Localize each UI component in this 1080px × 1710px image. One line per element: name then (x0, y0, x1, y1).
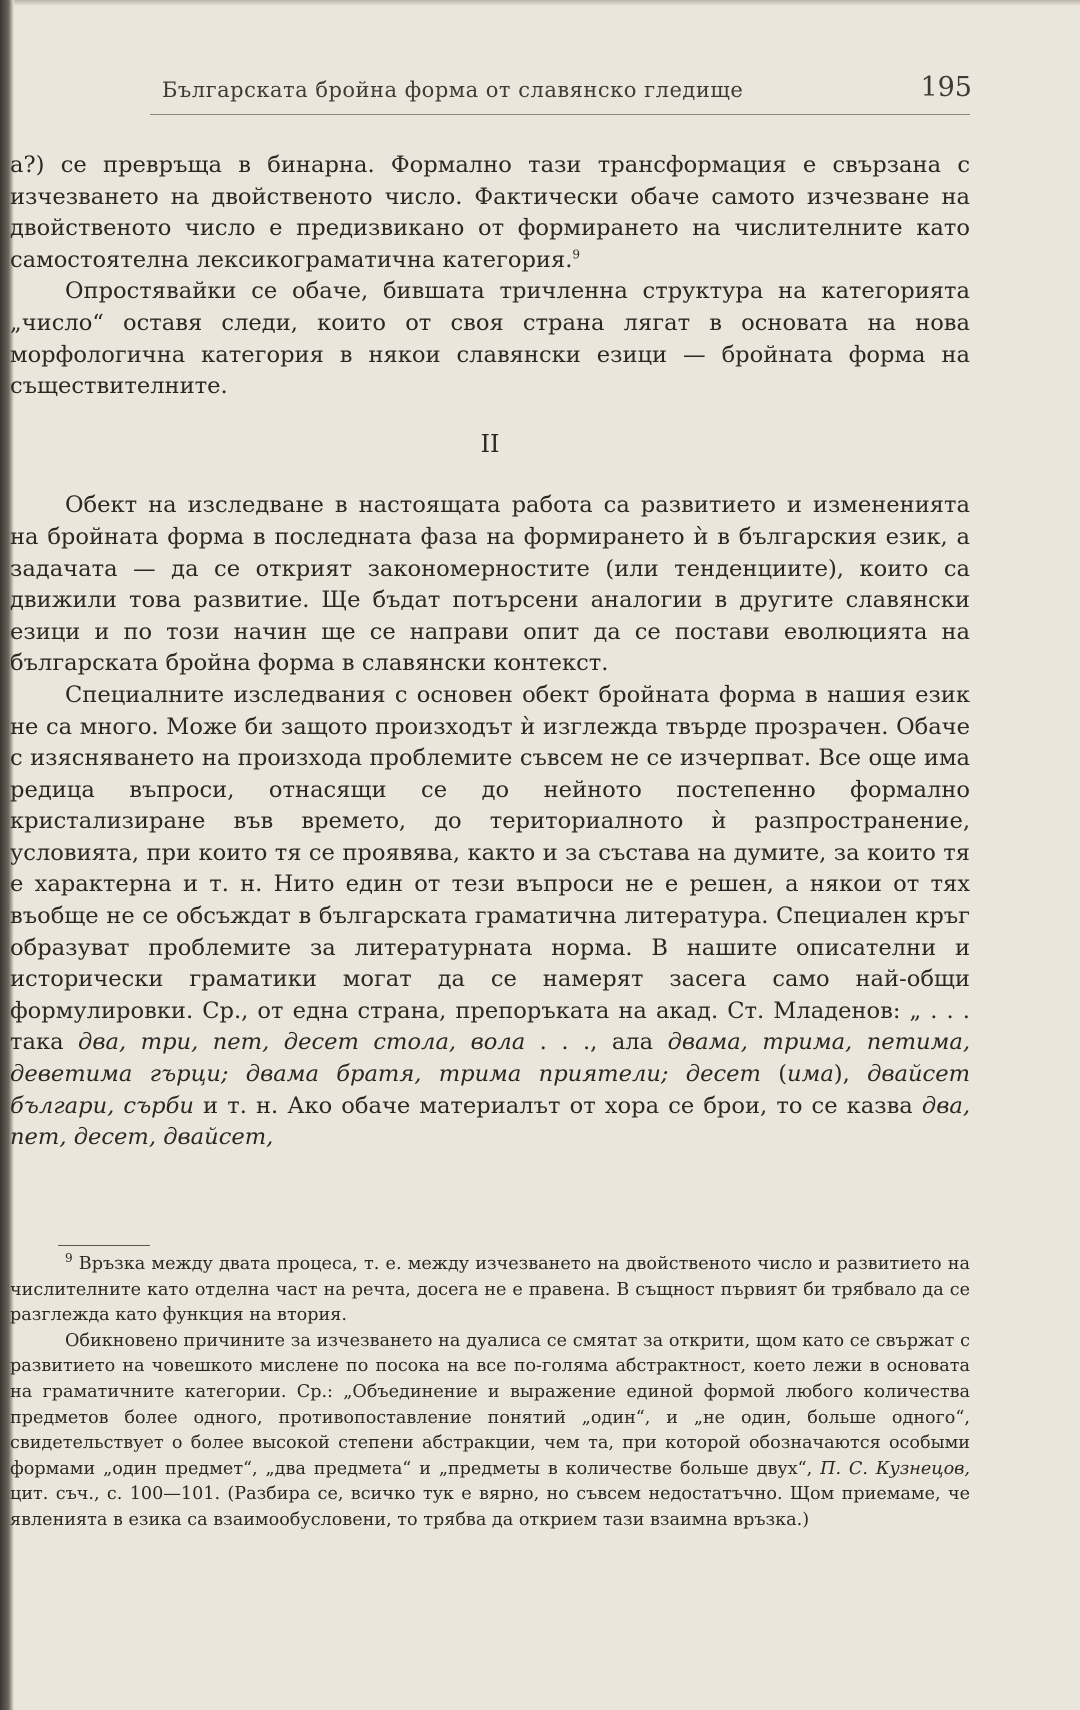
footnote-9-continued: Обикновено причините за изчезването на дуалиса се смятат за открити, щом като се свържат с развитието на човешкото мислене по посока на все по-голяма абстрактност, което лежи в основата на граматичните категории. Ср.: „Объединение и выражение единой формой любого количества предметов более одного, противопоставление понятий „один“, и „не один, больше одного“, свидетельствует о более высокой степени абстракции, чем та, при которой обозначаются особыми формами „один предмет“, „два предмета“ и „предметы в количестве больше двух“, П. С. Кузнецов, цит. съч., с. 100—101. (Разбира се, всичко тук е вярно, но съвсем недостатъчно. Щом приемаме, че явленията в езика са взаимообусловени, то трябва да открием тази взаимна връзка.) (10, 1330, 971, 1530)
example-italic-2: двама, трима, петима, деветима гърци; двама братя, трима приятели; десет (10, 1029, 970, 1088)
example-italic-5: два, пет, десет, двайсет, (10, 1092, 970, 1151)
footnotes (10, 1252, 970, 1534)
footnote-9: $^9$ Връзка между двата процеса, т. е. между изчезването на двойственото число и развитието на числителните като отделна част на речта, досега не е правена. В същност първият би трябвало да се разглежда като функция на втория. (10, 1251, 970, 1326)
paragraph-2: Опростявайки се обаче, бившата тричленна структура на категорията „число“ оставя следи, които от своя страна лягат в основата на нова морфологична категория в някои славянски езици — бройната форма на съществителните. (10, 278, 970, 400)
page-number: 195 (920, 72, 972, 103)
cited-author: П. С. Кузнецов, (820, 1458, 971, 1479)
paragraph-3: Обект на изследване в настоящата работа са развитието и измененията на бройната форма в последната фаза на формирането ѝ в българския език, а задачата — да се открият закономерностите (или тенденциите), които са движили това развитие. Ще бъдат потърсени аналогии в другите славянски езици и по този начин ще се направи опит да се постави еволюцията на българската бройна форма в славянски контекст. (10, 492, 970, 677)
header-rule (150, 114, 970, 115)
section-heading: II (480, 429, 500, 458)
footnote-mark-9: 9 (65, 1251, 73, 1266)
example-italic-3: има (787, 1061, 834, 1088)
example-italic-1: два, три, пет, десет стола, вола (78, 1029, 526, 1056)
footnote-ref-9: 9 (572, 247, 581, 262)
running-title: Българската бройна форма от славянско гледище (162, 78, 744, 102)
footnote-rule (58, 1245, 150, 1246)
main-text (10, 150, 970, 1154)
paragraph-4: Специалните изследвания с основен обект бройната форма в нашия език не са много. Може би защото произходът ѝ изглежда твърде прозрачен. Обаче с изясняването на произхода проблемите съвсем не се изчерпват. Все още има редица въпроси, отнасящи се до нейното постепенно формално кристализиране във времето, до териториалното ѝ разпространение, условията, при които тя се проявява, както и за състава на думите, за които тя е характерна и т. н. Нито един от тези въпроси не е решен, а някои от тях въобще не се обсъждат в българската граматична литература. Специален кръг образуват проблемите за литературната норма. В нашите описателни и исторически граматики могат да се намерят засега само най-общи формулировки. Ср., от една страна, препоръката на акад. Ст. Младенов: „ . . . така два, три, пет, десет стола, вола . . ., ала двама, трима, петима, деветима гърци; двама братя, трима приятели; десет (има), двайсет българи, сърби и т. н. Ако обаче материалът от хора се брои, то се казва два, пет, десет, двайсет, (10, 681, 971, 1151)
paragraph-1: а?) се превръща в бинарна. Формално тази трансформация е свързана с изчезването на двойственото число. Фактически обаче самото изчезване на двойственото число е предизвикано от формирането на числителните като самостоятелна лексикограматична категория.$^9$ (10, 152, 970, 273)
running-header (162, 72, 972, 110)
example-italic-4: двайсет българи, сърби (10, 1061, 971, 1119)
page-top-edge (0, 0, 1080, 6)
